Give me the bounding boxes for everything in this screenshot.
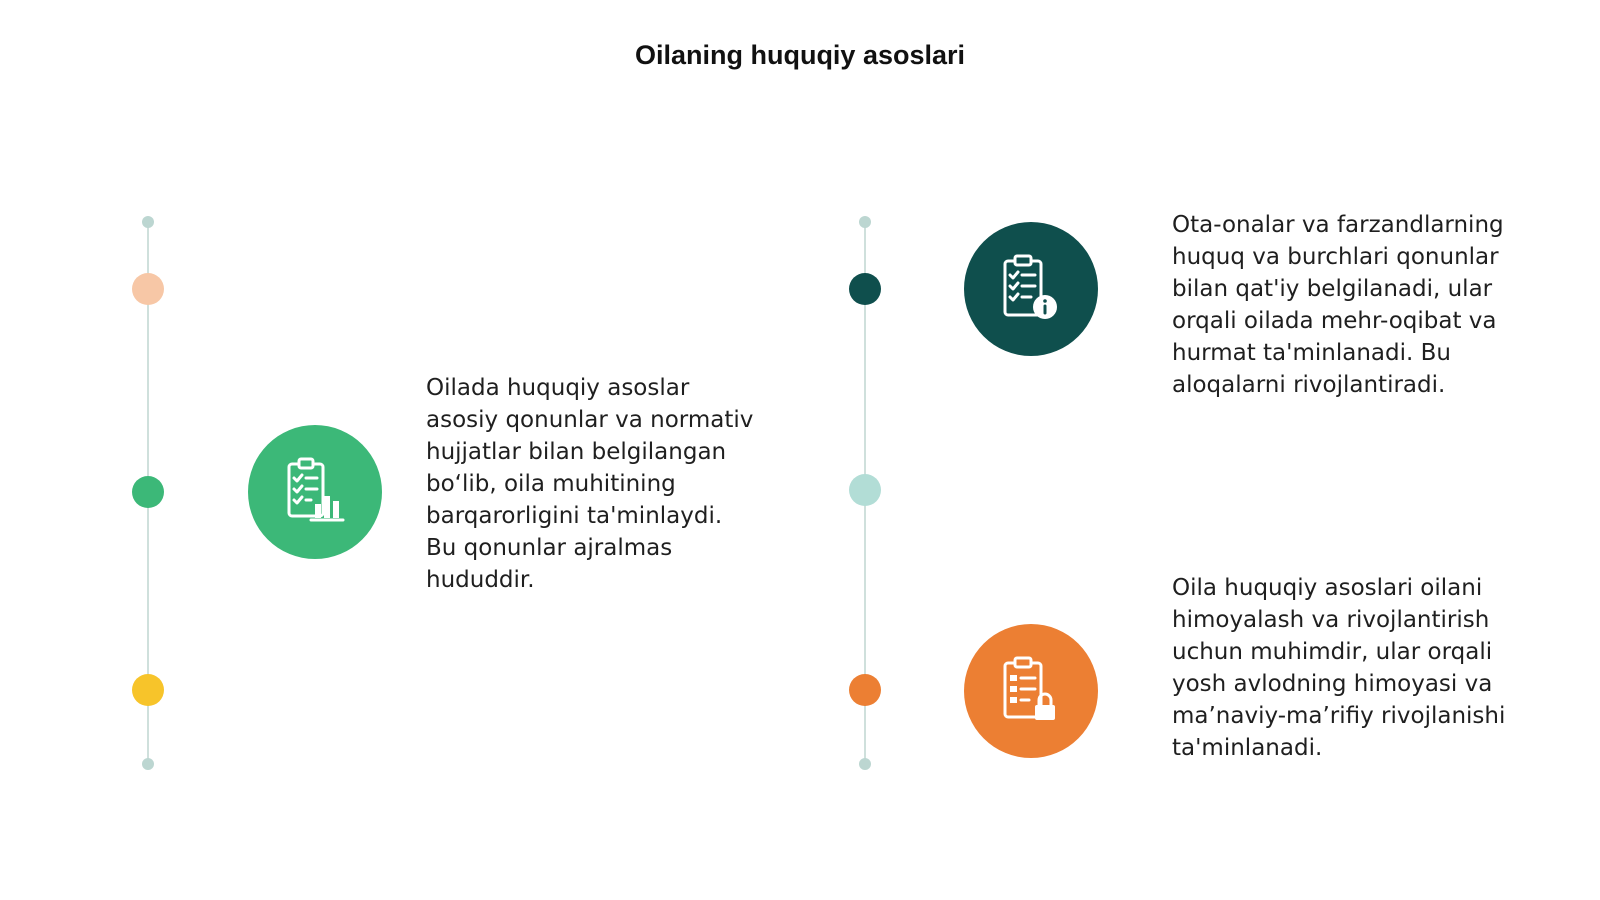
timeline-marker-yellow	[132, 674, 164, 706]
timeline-end-dot	[859, 758, 871, 770]
clipboard-chart-icon	[248, 425, 382, 559]
timeline-marker-peach	[132, 273, 164, 305]
timeline-start-dot	[142, 216, 154, 228]
page-title: Oilaning huquqiy asoslari	[634, 40, 966, 70]
timeline-marker-green	[132, 476, 164, 508]
timeline-end-dot	[142, 758, 154, 770]
item-1-text: Oilada huquqiy asoslar asosiy qonunlar va normativ hujjatlar bilan belgilangan bo‘lib, oila muhitining barqarorligini ta'minlaydi. Bu qonunlar ajralmas hududdir.	[426, 375, 754, 593]
timeline-marker-pale-teal	[849, 474, 881, 506]
timeline-start-dot	[859, 216, 871, 228]
item-3-text: Oila huquqiy asoslari oilani himoyalash va rivojlantirish uchun muhimdir, ular orqali yosh avlodning himoyasi va ma’naviy-ma’rifiy rivojlanishi ta'minlanadi.	[1172, 575, 1506, 761]
clipboard-lock-icon	[964, 624, 1098, 758]
clipboard-info-icon	[964, 222, 1098, 356]
timeline-marker-orange	[849, 674, 881, 706]
timeline-marker-dark-teal	[849, 273, 881, 305]
item-2-text: Ota-onalar va farzandlarning huquq va burchlari qonunlar bilan qat'iy belgilanadi, ular orqali oilada mehr-oqibat va hurmat ta'minlanadi. Bu aloqalarni rivojlantiradi.	[1172, 212, 1504, 398]
